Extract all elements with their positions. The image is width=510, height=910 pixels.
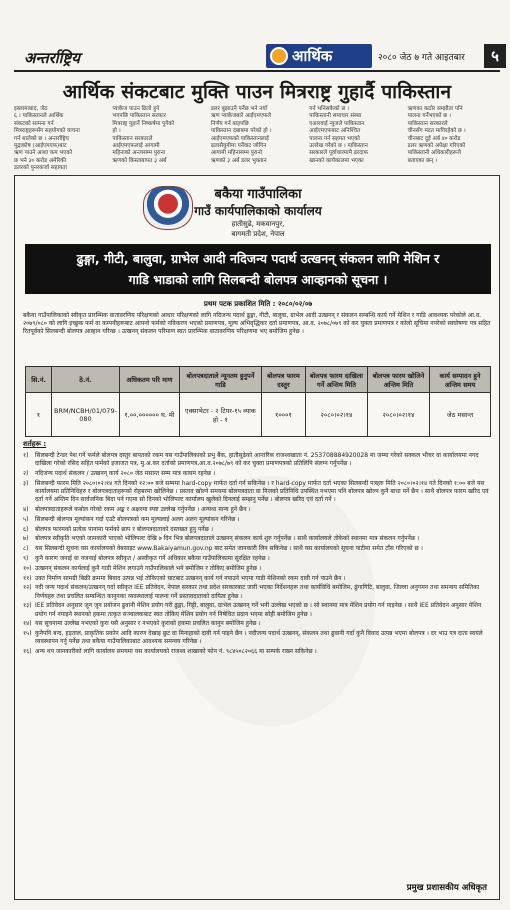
- notice-intro: बकैया गाउँपालिकाको स्वीकृत प्रारम्भिक वातावरणिय परिक्षणको आधार परिक्षणको लागि नदिजन्य पदार्थ ढुङ्गा, गीटी, बालुवा, ग्राभेल आदी उत्खनन् र संकलन सम्बन्धि कार्य गर्ने मेशिन र गाडि आवश्यक परेकोले आ.व. २०७९/०८० को लागि इच्छुक फर्म वा कम्पनीहरूबाट आफ्नो फर्मको नविकरण भएको प्रमाणपत्र, मूल्य अभिवृद्धिकर दर्ता प्रमाणपत्र, आ.व. २०७८/०७९ को कर चुक्ता प्रमाणपत्र र कोलो सूचिमा नपरेको स्वघोषणा पत्र सहित रितपूर्वको सिलबन्दी बोलपत्र आव्हान गरिन्छ । उत्खनन् संकलन परिमाण स्वत प्रारम्भिक वातावरणिय परिक्षणमा भए बमोजिम हुनेछ ।: [23, 312, 491, 335]
- article-line: ढलासैयुमीमा पर्नेवाट जोगिन: [210, 143, 267, 150]
- col-header: अधिकतम परि माण: [119, 367, 179, 393]
- article-line: चीनसँग मदत मागिरहेको छ ।: [407, 128, 466, 135]
- condition-number: १): [23, 452, 29, 459]
- condition-number: ३): [23, 479, 29, 487]
- table-cell: BRM/NCBH/01/079-080: [52, 393, 120, 437]
- article-headline: आर्थिक संकटबाट मुक्ति पाउन मित्रराष्ट्र गुहार्दै पाकिस्तान: [62, 81, 452, 103]
- table-cell: एक्साभेटर - २ टिपर-१५ व्याक हो - १: [179, 393, 261, 437]
- condition-number: १२): [23, 584, 32, 592]
- condition-text: बोलपत्र स्वीकृति भएको जानकारी पाएको भोलिपल्ट देखि ७ दिन भित्र बोलपत्रदाताले उत्खनन् संकलन कार्य शुरु गर्नुपर्नेछ । साथै कार्यालयले तोकेको स्थानमा मात्र संकलन गर्नुपर्नेछ ।: [35, 535, 420, 543]
- condition-item: [23, 452, 493, 468]
- condition-number: ६): [23, 525, 29, 533]
- page-header: [14, 44, 500, 72]
- table-cell: २०८०।०२।१४: [367, 393, 429, 437]
- article-line: ऋण पाउने आशा कम भएको: [14, 150, 73, 157]
- condition-text: उत्खनन् संकलन कार्यलाई कुनै गाडी मेशिन लगाउने गाउँपालिकाले भने बमोजिम र तोकिए बमोजिम हुनेछ ।: [35, 564, 262, 572]
- article-line: गर्न भनिसकेको छ ।: [309, 106, 350, 112]
- article-line: पाकिस्तान सरकारले: [112, 135, 153, 142]
- notice-title-banner: [25, 244, 491, 294]
- condition-item: [23, 506, 493, 514]
- logo-text: आर्थिक: [292, 47, 333, 65]
- article-line: आगामी महिनासम्म पुरानो: [210, 150, 263, 157]
- banner-line-1: ढुङ्गा, गीटी, बालुवा, ग्राभेल आदी नदिजन्य पदार्थ उत्खनन् संकलन लागि मेशिन र: [76, 251, 440, 266]
- condition-number: १६): [23, 648, 32, 656]
- article-line: संकटको सामना गर्न: [14, 120, 54, 127]
- article-line: मुद्राकोष (आईएमएफ)बाट: [14, 143, 67, 150]
- condition-text: यस सिलबन्दी सूचना यस कार्यालयको वेबसाइट www.Bakaiyamun.gov.np बाट समेत जानकारी लिन सकिनेछ । साथै यस कार्यालयको सूचना पाटीमा समेत टाँस गरिएको छ ।: [35, 545, 423, 553]
- article-line: बताएका छन् ।: [407, 157, 437, 164]
- office-name: गाउँ कार्यपालिकाको कार्यालय: [194, 204, 322, 218]
- newspaper-logo: [266, 44, 372, 68]
- table-header-row: [26, 367, 491, 393]
- condition-number: २): [23, 470, 29, 477]
- article-line: ऋणको ३ अर्ब डलर भुक्तान: [210, 157, 267, 164]
- article-line: छ भने ३० करोड अमेरिकी: [14, 157, 67, 164]
- article-line: प्याकेज पाउन ढिलो हुने: [112, 106, 160, 112]
- article-line: पाकिस्तान सरकारले: [407, 120, 448, 127]
- article-column: [112, 106, 204, 166]
- condition-item: [23, 545, 493, 553]
- article-line: डलर बुझाउनै पर्नेछ भने नयाँ: [210, 106, 268, 112]
- article-column: [14, 106, 106, 172]
- col-header: ठे.नं.: [52, 367, 120, 393]
- table-cell: २०८०।०२।१४: [305, 393, 367, 437]
- conditions-list: [23, 452, 493, 658]
- condition-text: सिलबन्दी बोलपत्र मूल्यांकन गर्दा एउटै बोलपत्रको कम मूल्यलाई अलग अलग मूल्यांकन गरिनेछ ।: [35, 515, 240, 523]
- logo-mark-icon: [270, 47, 288, 65]
- table-cell: १,००,०००००० घ. मी: [119, 393, 179, 437]
- col-header: बोलपत्रदाताले न्यूनतम हुनुपर्ने गाडि: [179, 367, 261, 393]
- condition-number: ८): [23, 545, 29, 553]
- condition-text: IEE प्रतिवेदन अनुसार जुन जुन प्रयोजन ढुवानी मेशिन प्रयोग गरी ढुङ्गा, गिट्टी, बालुवा, ग्राभेल उत्खनन् गर्ने भनी उल्लेख भएको छ । सो स्थानमा मात्र मेशिन प्रयोग गर्न पाइनेछ । साथै IEE प्रतिवेदन अनुसार मेशिन प्रयोग गर्न नपाइने स्थानको हकमा तत्कृत सञ्चालकबाट स्वत तोकिए मेशिन प्रयोग गर्न निषेधित प्रदान भएमा सोही बमोजिम हुनेछ ।: [35, 602, 482, 618]
- article-line: हो ।: [112, 128, 121, 135]
- condition-text: नदिजन्य पदार्थ संकलन / उत्खनन् कार्य २०८० जेठ मसान्त सम्म मात्र कायम रहनेछ ।: [35, 470, 216, 477]
- condition-item: [23, 526, 493, 534]
- condition-number: ९): [23, 554, 29, 562]
- condition-number: १३): [23, 602, 32, 610]
- article-line: ऋणको किस्ताबापत ३ अर्ब: [112, 157, 167, 164]
- condition-item: [23, 584, 493, 600]
- signature-title: प्रमुख प्रशासकीय अधिकृत: [406, 883, 487, 893]
- condition-text: बोलपत्र फारमको प्रत्येक पानामा फर्मको छाप र बोलपत्रदाताको दस्तखत हुनु पर्नेछ ।: [35, 525, 214, 533]
- table-row: [26, 393, 491, 437]
- article-line: आईएमएफबाट अनिश्चित: [309, 128, 361, 135]
- condition-text: कुनैपनि बन्द, हड़ताल, प्राकृतिक प्रकोप आदि कारण देखाइ छुट वा मिनाहाको दावी गर्न पाइने छैन । नदीजन्य पदार्थ उत्खनन्, संकलन तथा ढुवानी गर्दा कुनै विवाद उत्पन्न भएमा बोलपत्र । दर भाउ पत्र दाता स्वयंले व्यवस्थापन गर्नु पर्नेछ तथा बकैया गाउँपालिकाबाट आवश्यक समन्वय गरिनेछ ।: [35, 630, 483, 646]
- condition-item: [23, 648, 493, 656]
- condition-item: [23, 516, 493, 524]
- condition-number: ११): [23, 574, 32, 582]
- condition-item: [23, 470, 493, 478]
- article-line: मित्रराष्ट्र गुहार्ने निष्कर्षमा पुगेको: [112, 120, 175, 127]
- col-header: बोलपत्र फारम दस्तुर: [261, 367, 305, 393]
- banner-line-2: गाडि भाडाको लागि सिलबन्दी बोलपत्र आव्हानको सूचना ।: [128, 272, 388, 287]
- condition-item: [23, 555, 493, 563]
- article-line: इस्लामाबाद, जेठ: [14, 106, 48, 112]
- article-line: पाकिस्तानी समाचार संस्था: [309, 113, 362, 120]
- address-line-1: हातीसुढे, मकवानपुर,: [231, 220, 285, 228]
- table-cell: १०००१: [261, 393, 305, 437]
- publish-date: प्रथम पटक प्रकाशित मिति : २०८०/०२/०७: [203, 300, 313, 308]
- condition-number: ५): [23, 515, 29, 523]
- condition-text: अन्य थप जानकारीको लागि कार्यालय समयमा यस कार्यालयको राजश्व शाखाको फोन नं. ९८४५०८२०६६ मा सम्पर्क राख्न सकिनेछ ।: [35, 648, 317, 656]
- article-line: पालना गर्न सहमत भएको: [309, 135, 360, 142]
- col-header: कार्य सम्पादन हुने अन्तिम समय: [429, 367, 490, 393]
- condition-number: ४): [23, 506, 29, 513]
- col-header: सि.नं.: [26, 367, 52, 393]
- section-title: अन्तर्राष्ट्रिय: [24, 49, 80, 67]
- tender-table: [25, 366, 491, 437]
- article-line: मित्रराष्ट्रहरूसँग सहयोगको याचना: [14, 128, 80, 135]
- article-line: महिनाको अन्त्यसम्म पुराना: [112, 150, 166, 157]
- article-line: ६ । पाकिस्तानले आर्थिक: [14, 113, 64, 120]
- article-line: एआरवाई न्युजले पाकिस्तान: [309, 120, 365, 127]
- article-line: आईएमएफलाई आगामी: [112, 143, 160, 150]
- article-line: भएपछि पाकिस्तान सरकार: [112, 113, 166, 120]
- article-body: [14, 106, 500, 172]
- table-cell: जेठ मसान्त: [429, 393, 490, 437]
- article-line: ऋणका कठोर सम्झौता पनि: [407, 106, 463, 112]
- article-line: पालना गर्नेभएको छ ।: [407, 113, 451, 120]
- condition-text: बोलपत्रदाताहरूले कबोल गरेको रकम अङ्क र अक्षरमा स्पष्ट उल्लेख गर्नुपर्नेछ । अन्यथा मान्य हुने छैन ।: [35, 506, 251, 513]
- article-line: निर्णय गर्न बाहपछि: [210, 120, 249, 127]
- condition-text: नदी जन्य पदार्थ संकलन/उत्खनन् गर्दा स्वीकृत IEE प्रतिवेदन, नेपाल सरकार तथा प्रदेश सरकारबाट जारी भएका निर्देशनहरू तथा कार्यविधि बमोजिम, ढुंगागिटि, बालुवा, जिल्ला अनुगमन तथा समन्वय समितिका निर्णयहरु तथा प्रचलित सम्बन्धित कानुनका व्यवस्थालाई पालना गर्ने प्रस्तावदाताको दायित्व हुनेछ ।: [35, 584, 480, 600]
- address-line-2: बागमती प्रदेश, नेपाल: [231, 230, 285, 238]
- col-header: बोलपत्र फारम खोलिने अन्तिम मिति: [367, 367, 429, 393]
- article-line: पाकिस्तानी अधिकारीहरूले: [407, 150, 461, 157]
- table-cell: १: [26, 393, 52, 437]
- article-line: गर्न थालेको छ । अन्तर्राष्ट्रिय: [14, 135, 69, 142]
- condition-item: [23, 630, 493, 646]
- article-line: डलरको पुनरकर्जा सहायता: [14, 165, 67, 172]
- conditions-title: शर्तहरू :: [23, 440, 47, 448]
- article-line: आईएमएफको पाकिस्तानलाई: [210, 135, 269, 142]
- municipality-name: बकैया गाउँपालिका: [214, 187, 302, 202]
- condition-item: [23, 620, 493, 628]
- condition-number: १५): [23, 630, 32, 638]
- issue-date: २०८० जेठ ७ गते आइतबार: [378, 53, 465, 63]
- condition-text: कुनै कारण जनाई वा नजनाई बोलपत्र स्वीकृत / अस्वीकृत गर्ने अधिकार बकैया गाउँपालिकामा सुरक्षित रहनेछ ।: [35, 554, 270, 562]
- article-line: पाकिस्तान दबाबमा परेको हो ।: [210, 128, 272, 135]
- condition-number: १४): [23, 620, 32, 628]
- condition-text: सिलबन्दी फारम मिति २०८०।०२।१४ गते दिनको १२:०० बजे सम्ममा hard-copy मार्फत दर्ता गर्न सकिनेछ । र hard-copy मार्फत दर्ता भएका सिलबन्दी पत्रहरु मिति २०८०।०२।१४ गते दिनको १:०० बजे यस कार्यालयमा प्रतिनिधिहरु र बोलपत्रदाताहरूको रोहबरमा खोलिनेछ । प्रस्ताव खोल्ने समयमा बोलपत्रदाता वा निजको प्रतिनिधि उपस्थित नभएमा पनि बोलपत्र खोल्न कुनै बाधा पर्ने छैन । साथै बोलपत्र फारम खरिद एवं दर्ता गर्ने अन्तिम दिन सार्वजनिक बिदा पर्न गएमा सो दिनको भोलिपल्ट कार्यालय खुलेको दिनलाई सम्झनु पर्नेछ । बोलपत्र खरिद एवं दर्ता गर्ने ।: [35, 479, 489, 504]
- article-line: ऋण प्याकेजबारे आईएमएफले: [210, 113, 272, 120]
- condition-text: यस सूचनामा उल्लेख नभएको कुरा यसै अनुसार र नभएको कुराको हकमा प्रचलित कानुन बमोजिम हुनेछ ।: [35, 620, 261, 628]
- article-column: [309, 106, 401, 166]
- condition-item: [23, 602, 493, 618]
- article-line: खानको कार्यकालमा भएका: [309, 157, 364, 164]
- article-column: [211, 106, 303, 166]
- condition-item: [23, 565, 493, 573]
- article-line: सरकारले पूर्वाधारमामै ढरदाफ: [309, 150, 368, 157]
- page-number: ५: [484, 44, 506, 68]
- condition-number: १०): [23, 564, 32, 572]
- article-column: [408, 106, 500, 166]
- condition-number: ७): [23, 535, 29, 543]
- col-header: बोलपत्र फारम दाखिला गर्ने अन्तिम मिति: [305, 367, 367, 393]
- article-line: चीनबाट दुई अर्ब ४० करोड: [407, 135, 461, 142]
- condition-item: [23, 575, 493, 583]
- condition-text: सिलबन्दी टेन्डर पेश गर्ने फर्मले बोलपत्र दस्तुर बापतको रकम यस गाउँपालिकाको प्रभु बैंक, हातीसुढेको आन्तरिक राजश्वखाता नं. 253708884920028 मा जम्मा गरेको सक्कल भौचर वा कार्यालयमा नगद दाखिला गरेको रसिद सहित फर्मको इजाजत पत्र, मु.अ.कर दर्ताको प्रमाणपत्र,आ.व.२०७८/७९ को कर चुक्ता प्रमाणपत्रको प्रतिलिपि संलग्न गर्नुपर्नेछ ।: [35, 452, 479, 468]
- condition-item: [23, 535, 493, 543]
- article-line: उल्लेख गरेको छ । पाकिस्तान: [309, 143, 368, 150]
- tender-notice: [14, 175, 500, 900]
- article-line: डलर ऋणको अपेक्षा गरिएको: [407, 143, 466, 150]
- condition-text: उक्त निर्माण सामग्री बिक्री क्रममा बिवाद उत्पन्न भई तोकिएको घाटबाट उत्खनन् कार्य गर्न नपाउने भएमा गाडी मेशिनको रकम दावी गर्न पाउने छैन ।: [35, 574, 346, 582]
- condition-item: [23, 480, 493, 505]
